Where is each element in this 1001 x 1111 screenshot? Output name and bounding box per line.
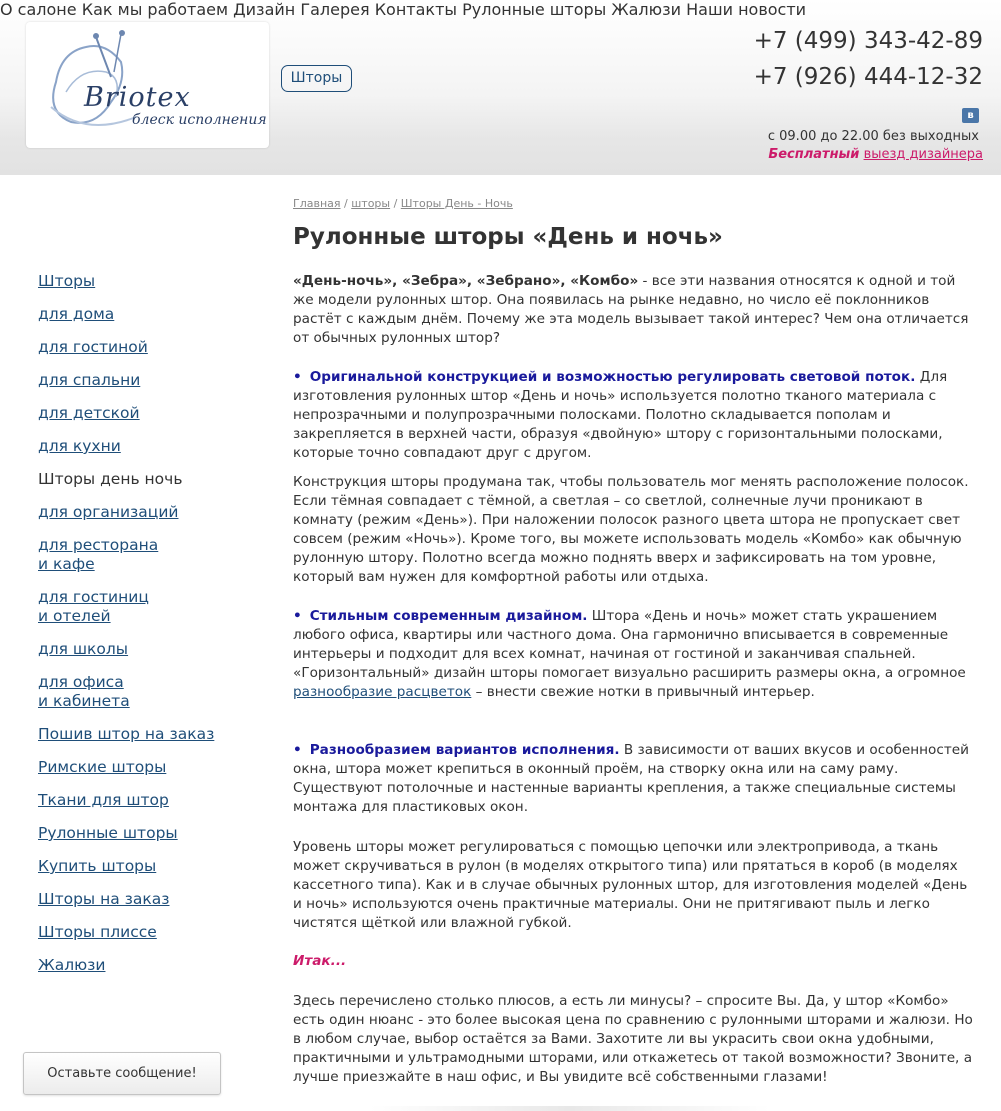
nav-gallery[interactable]: Галерея xyxy=(300,0,370,19)
breadcrumb-separator: / xyxy=(390,197,401,210)
bullet-heading: Стильным современным дизайном. xyxy=(309,608,588,624)
vk-icon[interactable]: в xyxy=(962,108,979,123)
breadcrumb-home[interactable]: Главная xyxy=(293,197,341,210)
sidebar-item-fabrics[interactable]: Ткани для штор xyxy=(38,791,169,809)
breadcrumb-section[interactable]: шторы xyxy=(351,197,391,210)
bullet-text-tail: – внести свежие нотки в привычный интерьер. xyxy=(471,684,815,700)
breadcrumb-current[interactable]: Шторы День - Ночь xyxy=(400,197,513,210)
bullet-heading: Разнообразием вариантов исполнения. xyxy=(309,742,620,758)
sidebar-item-buy-curtains[interactable]: Купить шторы xyxy=(38,857,157,875)
sidebar-item-home[interactable]: для дома xyxy=(38,305,115,323)
bullet-dot-icon: • xyxy=(293,742,302,758)
conclusion-paragraph: Здесь перечислено столько плюсов, а есть ли минусы? – спросите Вы. Да, у штор «Комбо» есть один нюанс - это более высокая цена по сравнению с рулонными шторами и жалюзи. Но в любом случае, выбор остаётся за Вами. Захотите ли вы украсить свои окна удобными, практичными и ультрамодными шторами, или откажетесь от такой возможности? Звоните, а лучше приезжайте в наш офис, и Вы увидите всё собственными глазами! xyxy=(293,993,973,1085)
breadcrumb-separator: / xyxy=(340,197,352,210)
bullet-variants xyxy=(293,741,973,817)
phone-2[interactable]: +7 (926) 444-12-32 xyxy=(753,64,983,90)
sidebar-item-kitchen[interactable]: для кухни xyxy=(38,437,121,455)
sidebar-item-restaurant[interactable]: для ресторана и кафе xyxy=(38,536,159,573)
bullet-dot-icon: • xyxy=(293,608,302,624)
sidebar-item-curtains-to-order[interactable]: Шторы на заказ xyxy=(38,890,170,908)
sidebar-item-curtains[interactable]: Шторы xyxy=(38,272,96,290)
nav-news[interactable]: Наши новости xyxy=(686,0,807,19)
nav-how-we-work[interactable]: Как мы работаем xyxy=(81,0,229,19)
sidebar-item-day-night-active: Шторы день ночь xyxy=(38,470,183,488)
working-hours: с 09.00 до 22.00 без выходных xyxy=(767,129,979,144)
construction-paragraph: Конструкция шторы продумана так, чтобы пользователь мог менять расположение полосок. Если тёмная совпадает с тёмной, а светлая – со светлой, солнечные лучи проникают в комнату (режим «День»). При наложении полосок разного цвета штора не пропускает свет совсем (режим «Ночь»). Кроме того, вы можете использовать модель «Комбо» как обычную рулонную штору. Полотно всегда можно поднять вверх и зафиксировать на том уровне, который вам нужен для комфортной работы или отдыха. xyxy=(293,474,969,585)
sidebar-item-school[interactable]: для школы xyxy=(38,640,129,658)
level-paragraph: Уровень шторы может регулироваться с помощью цепочки или электропривода, а ткань может скручиваться в рулон (в моделях открытого типа) или прятаться в короб (в моделях кассетного типа). Как и в случае обычных рулонных штор, для изготовления моделей «День и ночь» используются очень практичные материалы. Они не притягивают пыль и легко чистятся щёткой или влажной губкой. xyxy=(293,839,968,931)
sidebar-item-hotels[interactable]: для гостиниц и отелей xyxy=(38,588,149,625)
site-header xyxy=(0,0,1001,175)
sidebar-item-kids-room[interactable]: для детской xyxy=(38,404,140,422)
nav-contacts[interactable]: Контакты xyxy=(374,0,458,19)
breadcrumb xyxy=(293,197,513,210)
bullet-heading: Оригинальной конструкцией и возможностью регулировать световой поток. xyxy=(309,369,916,385)
summary-heading: Итак... xyxy=(293,953,347,969)
sidebar-item-pleated[interactable]: Шторы плиссе xyxy=(38,923,157,941)
intro-text: - все эти названия относятся к одной и той же модели рулонных штор. Она появилась на рынке недавно, но число её поклонников растёт с каждым днём. Почему же эта модель вызывает такой интерес? Чем она отличается от обычных рулонных штор? xyxy=(293,273,969,346)
sidebar-item-bedroom[interactable]: для спальни xyxy=(38,371,141,389)
sidebar-item-living-room[interactable]: для гостиной xyxy=(38,338,148,356)
bullet-text: В зависимости от ваших вкусов и особенностей окна, штора может крепиться в оконный проём, на створку окна или на саму раму. Существуют потолочные и настенные варианты крепления, а также специальные системы монтажа для пластиковых окон. xyxy=(293,742,969,815)
bullet-construction xyxy=(293,368,973,463)
colors-variety-link[interactable]: разнообразие расцветок xyxy=(293,684,472,700)
leave-message-button[interactable]: Оставьте сообщение! xyxy=(23,1052,221,1095)
logo-slogan-text: блеск исполнения xyxy=(132,112,267,128)
nav-design[interactable]: Дизайн xyxy=(233,0,296,19)
nav-roller-blinds[interactable]: Рулонные шторы xyxy=(462,0,607,19)
free-label: Бесплатный xyxy=(768,147,860,162)
logo-brand-text: Briotex xyxy=(84,82,191,113)
bullet-text: Штора «День и ночь» может стать украшением любого офиса, квартиры или частного дома. Она гармонично вписывается в современные интерьеры и подходит для всех комнат, начиная от гостиной и заканчивая спальней. «Горизонтальный» дизайн шторы помогает визуально расширить размеры окна, а огромное xyxy=(293,608,966,681)
bullet-design xyxy=(293,607,973,702)
phone-1[interactable]: +7 (499) 343-42-89 xyxy=(753,28,983,54)
sidebar-item-office[interactable]: для офиса и кабинета xyxy=(38,673,130,710)
nav-about[interactable]: О салоне xyxy=(0,0,77,19)
sidebar-item-roller-blinds[interactable]: Рулонные шторы xyxy=(38,824,178,842)
bottom-divider xyxy=(370,1106,770,1111)
sidebar-item-roman-blinds[interactable]: Римские шторы xyxy=(38,758,167,776)
free-designer-visit xyxy=(768,147,983,162)
sidebar-item-organizations[interactable]: для организаций xyxy=(38,503,179,521)
bullet-text: Для изготовления рулонных штор «День и ночь» используется полотно тканого материала с непрозрачными и полупрозрачными полосками. Полотно складывается пополам и закрепляется в верхней части, образуя «двойную» штору с горизонтальными полосками, которые точно совпадают друг с другом. xyxy=(293,369,948,461)
logo[interactable] xyxy=(26,22,269,148)
sidebar-item-custom-sewing[interactable]: Пошив штор на заказ xyxy=(38,725,215,743)
sidebar-item-jalousie[interactable]: Жалюзи xyxy=(38,956,106,974)
nav-curtains-active[interactable]: Шторы xyxy=(281,65,352,92)
intro-names: «День-ночь», «Зебра», «Зебрано», «Комбо» xyxy=(293,273,639,289)
nav-jalousie[interactable]: Жалюзи xyxy=(611,0,682,19)
designer-visit-link[interactable]: выезд дизайнера xyxy=(863,147,983,162)
intro-paragraph xyxy=(293,272,973,348)
bullet-dot-icon: • xyxy=(293,369,302,385)
page-title: Рулонные шторы «День и ночь» xyxy=(293,224,723,250)
